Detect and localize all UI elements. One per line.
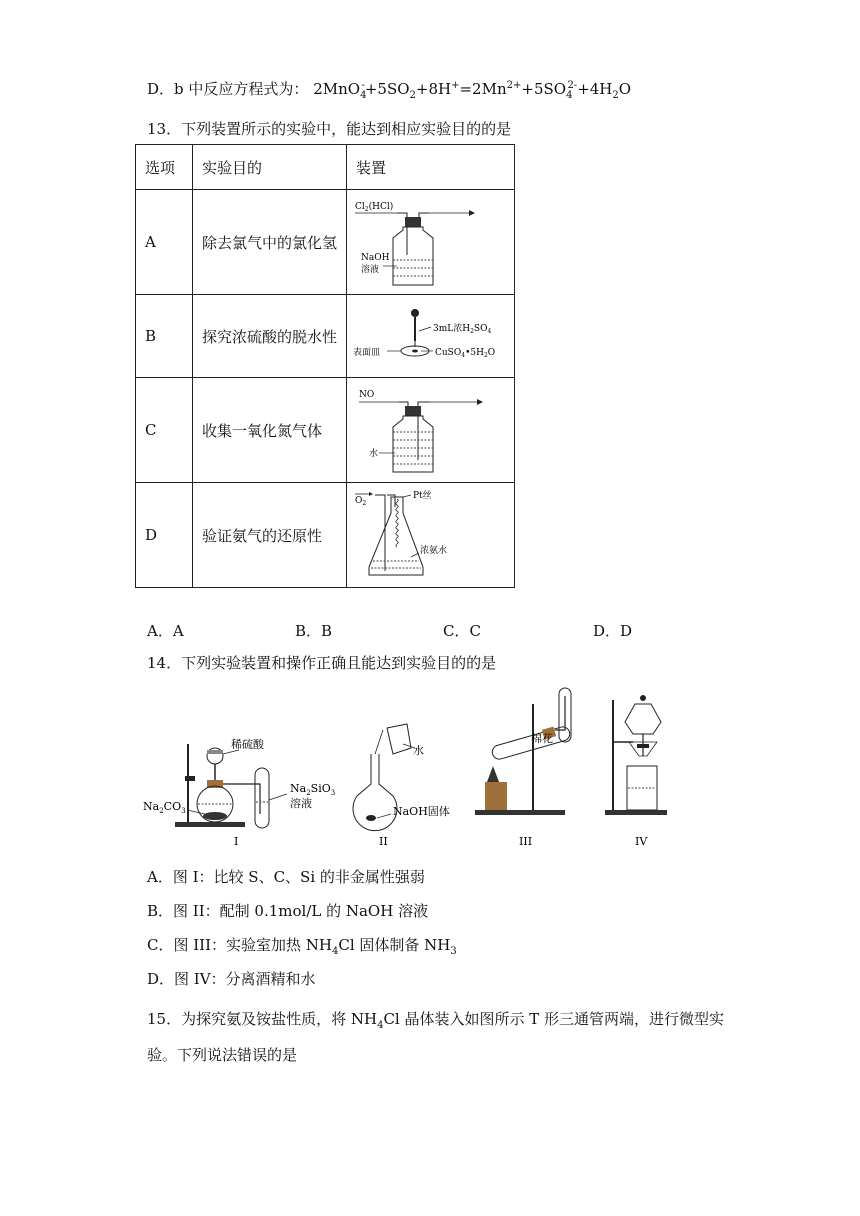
label-na2co3: $Na_2CO_3$	[143, 800, 186, 815]
figure-ii-numeral: II	[379, 835, 388, 848]
q12-option-d-prefix: D．b 中反应方程式为：	[147, 80, 309, 98]
table-row	[136, 190, 515, 295]
q14-choice-b[interactable]: B．图 II：配制 0.1mol/L 的 NaOH 溶液	[147, 902, 429, 920]
q13-choice-a[interactable]: A．A	[147, 622, 184, 640]
label-cuso4: $CuSO_4•5H_2O$	[435, 348, 496, 359]
q14-choice-a[interactable]: A．图 I：比较 S、C、Si 的非金属性强弱	[147, 868, 425, 886]
header-apparatus: 装置	[347, 145, 515, 190]
figure-iii-numeral: III	[519, 835, 533, 848]
label-cl2-hcl: $Cl_2(HCl)$	[355, 202, 394, 213]
header-option: 选项	[136, 145, 193, 190]
q15-stem-line1: 15．为探究氨及铵盐性质，将 $NH_4Cl$ 晶体装入如图所示 T 形三通管两端，进行微型实	[147, 1010, 725, 1031]
row-option: B	[136, 295, 193, 378]
q12-option-d-equation: $2MnO_4^-+5SO_2+8H^+=2Mn^{2+}+5SO_4^{2-}+4H_2O$	[313, 80, 632, 101]
gas-washing-bottle-figure	[347, 190, 505, 290]
label-watch-glass: 表面皿	[353, 348, 381, 358]
figure-iii	[475, 688, 571, 848]
water-bottle-figure	[347, 378, 505, 478]
q14-choice-c[interactable]: C．图 III：实验室加热 $NH_4Cl$ 固体制备 $NH_3$	[147, 936, 457, 957]
header-purpose: 实验目的	[193, 145, 347, 190]
label-dilute-h2so4: 稀硫酸	[231, 738, 264, 751]
row-purpose: 探究浓硫酸的脱水性	[193, 295, 347, 378]
q12-option-d	[147, 78, 631, 101]
label-na2sio3: $Na_2SiO_3$	[290, 782, 336, 797]
q13-table	[135, 144, 515, 588]
label-naoh: NaOH	[361, 253, 390, 263]
apparatus-b-cell	[347, 295, 515, 378]
label-water-ii: 水	[413, 744, 424, 757]
apparatus-c-cell	[347, 378, 515, 483]
label-conc-ammonia: 浓氨水	[420, 546, 448, 556]
q13-choice-c[interactable]: C．C	[443, 622, 481, 640]
label-no: NO	[359, 390, 375, 400]
label-naoh-solid: NaOH固体	[393, 805, 450, 818]
figure-i-numeral: I	[234, 835, 239, 848]
label-o2: $O_2$	[355, 496, 367, 507]
figure-iv-numeral: IV	[635, 835, 648, 848]
figure-iv	[605, 695, 667, 848]
apparatus-a-cell	[347, 190, 515, 295]
row-purpose: 收集一氧化氮气体	[193, 378, 347, 483]
table-row	[136, 483, 515, 588]
row-option: A	[136, 190, 193, 295]
figure-i	[143, 737, 335, 848]
label-cotton: 棉花	[531, 732, 553, 745]
q13-choice-b[interactable]: B．B	[295, 622, 333, 640]
figure-ii	[353, 724, 450, 848]
q13-stem: 13．下列装置所示的实验中，能达到相应实验目的的是	[147, 120, 512, 138]
row-option: D	[136, 483, 193, 588]
table-row	[136, 378, 515, 483]
label-conc-h2so4: 3mL浓$H_2SO_4$	[433, 324, 492, 335]
label-solution: 溶液	[361, 265, 380, 275]
label-solution-i: 溶液	[290, 797, 312, 810]
table-row	[136, 295, 515, 378]
table-header-row	[136, 145, 515, 190]
q14-stem: 14．下列实验装置和操作正确且能达到实验目的的是	[147, 654, 497, 672]
conical-flask-figure	[347, 483, 505, 583]
apparatus-d-cell	[347, 483, 515, 588]
row-option: C	[136, 378, 193, 483]
q13-choice-d[interactable]: D．D	[593, 622, 633, 640]
row-purpose: 除去氯气中的氯化氢	[193, 190, 347, 295]
label-pt-wire: Pt丝	[413, 491, 432, 501]
row-purpose: 验证氨气的还原性	[193, 483, 347, 588]
q15-stem-line2: 验。下列说法错误的是	[147, 1046, 298, 1064]
q14-choice-d[interactable]: D．图 IV：分离酒精和水	[147, 970, 316, 988]
label-water: 水	[369, 449, 379, 459]
dropper-watch-glass-figure	[347, 295, 505, 373]
q14-figures	[135, 684, 695, 854]
